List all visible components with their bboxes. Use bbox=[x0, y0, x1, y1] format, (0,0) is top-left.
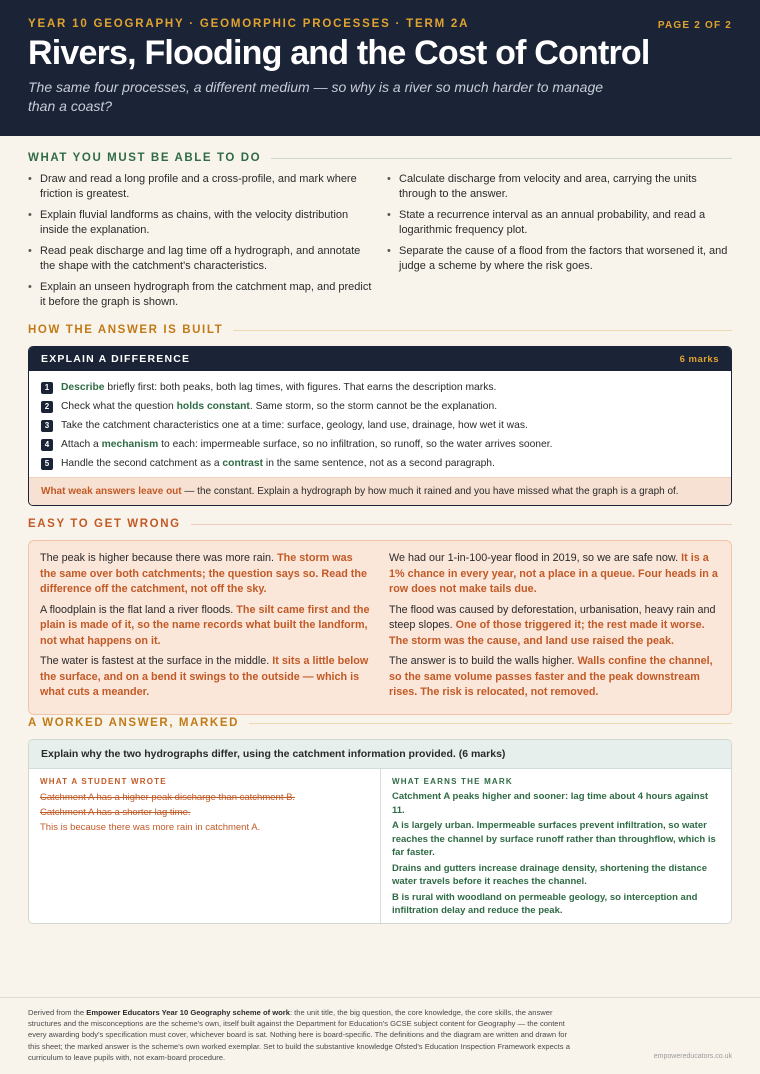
objective-item: • Separate the cause of a flood from the factors that worsened it, and judge a scheme by where the risk goes. bbox=[387, 244, 732, 274]
weak-answers-note: What weak answers leave out — the constant. Explain a hydrograph by how much it rained and you have missed what the graph is a graph of. bbox=[29, 477, 731, 505]
objective-item: • Draw and read a long profile and a cross-profile, and mark where friction is greatest. bbox=[28, 172, 373, 202]
misconception-item: The answer is to build the walls higher. Walls confine the channel, so the same volume passes faster and the peak downstream rises. The risk is relocated, not removed. bbox=[389, 655, 713, 698]
built-heading: HOW THE ANSWER IS BUILT bbox=[28, 324, 732, 336]
step-item: 3 Take the catchment characteristics one at a time: surface, geology, land use, drainage, how wet it was. bbox=[41, 416, 719, 435]
misconception-item: We had our 1-in-100-year flood in 2019, so we are safe now. It is a 1% chance in every year, not a place in a queue. Four heads in a row does not make tails due. bbox=[389, 552, 718, 595]
divider bbox=[191, 524, 732, 525]
objectives-right bbox=[387, 172, 732, 316]
card-header bbox=[29, 347, 731, 371]
step-number: 2 bbox=[41, 401, 53, 413]
divider bbox=[249, 723, 732, 724]
objectives-left bbox=[28, 172, 373, 316]
student-line: This is because there was more rain in catchment A. bbox=[40, 822, 261, 833]
wrong-heading: EASY TO GET WRONG bbox=[28, 518, 732, 530]
mark-scheme bbox=[381, 769, 731, 924]
objectives-heading: WHAT YOU MUST BE ABLE TO DO bbox=[28, 152, 732, 164]
objective-item: • Calculate discharge from velocity and area, carrying the units through to the answer. bbox=[387, 172, 732, 202]
footer-site: empowereducators.co.uk bbox=[653, 1053, 732, 1060]
misconceptions-box bbox=[28, 540, 732, 715]
struck-line: Catchment A has a higher peak discharge than catchment B. bbox=[40, 792, 296, 803]
step-item: 2 Check what the question holds constant. Same storm, so the storm cannot be the explanation. bbox=[41, 397, 719, 416]
misconceptions-left bbox=[40, 551, 371, 706]
step-number: 5 bbox=[41, 458, 53, 470]
earn-label: WHAT EARNS THE MARK bbox=[392, 777, 513, 786]
step-number: 1 bbox=[41, 382, 53, 394]
step-number: 4 bbox=[41, 439, 53, 451]
footer-credit: Derived from the Empower Educators Year 10 Geography scheme of work: the unit title, the big question, the core knowledge, the core skills, the answer structures and the misconceptions are the scheme's own, itself built against the Department for Education's GCSE subject content for Geography — the content every awarding body's specification must cover, whichever board is sat. Nothing here is board-specific. The definitions and the diagram are written and drawn for this sheet; the marked answer is the scheme's own worked exemplar. Set to build the substantive knowledge Ofsted's Education Inspection Framework expects a curriculum to leave pupils with, not exam-board procedure. bbox=[28, 1008, 570, 1062]
step-item: 5 Handle the second catchment as a contrast in the same sentence, not as a second paragraph. bbox=[41, 454, 719, 473]
page-number: PAGE 2 OF 2 bbox=[657, 20, 732, 31]
divider bbox=[233, 330, 732, 331]
step-number: 3 bbox=[41, 420, 53, 432]
earn-line: Catchment A peaks higher and sooner: lag time about 4 hours against 11. bbox=[392, 791, 709, 816]
earn-line: Drains and gutters increase drainage density, shortening the distance water travels before it reaches the channel. bbox=[392, 862, 707, 887]
page-subtitle: The same four processes, a different medium — so why is a river so much harder to manage than a coast? bbox=[28, 79, 604, 114]
misconception-item: The flood was caused by deforestation, urbanisation, heavy rain and steep slopes. One of those triggered it; the rest made it worse. The storm was the cause, and land use raised the peak. bbox=[389, 603, 716, 647]
struck-line: Catchment A has a shorter lag time. bbox=[40, 807, 191, 818]
divider bbox=[271, 158, 732, 159]
earn-line: B is rural with woodland on permeable geology, so interception and infiltration delay and reduce the peak. bbox=[392, 891, 698, 916]
misconception-item: The water is fastest at the surface in the middle. It sits a little below the surface, and on a bend it swings to the outside — which is what cuts a meander. bbox=[40, 655, 369, 698]
objective-item: • State a recurrence interval as an annual probability, and read a logarithmic frequency plot. bbox=[387, 208, 732, 238]
misconception-item: A floodplain is the flat land a river floods. The silt came first and the plain is made of it, so the name records what built the landform, not what happens on it. bbox=[40, 603, 370, 647]
earn-line: A is largely urban. Impermeable surfaces prevent infiltration, so water reaches the channel by surface runoff rather than throughflow, which is far faster. bbox=[392, 820, 716, 858]
objectives-list bbox=[28, 172, 732, 316]
misconception-item: The peak is higher because there was more rain. The storm was the same over both catchments; the question says so. Read the difference off the catchment, not off the sky. bbox=[40, 552, 367, 595]
explain-difference-card bbox=[28, 346, 732, 506]
unit-kicker: YEAR 10 GEOGRAPHY · GEOMORPHIC PROCESSES · TERM 2A bbox=[28, 18, 470, 30]
worked-answer-card bbox=[28, 739, 732, 924]
step-item: 1 Describe briefly first: both peaks, both lag times, with figures. That earns the description marks. bbox=[41, 378, 719, 397]
card-title: EXPLAIN A DIFFERENCE bbox=[41, 353, 191, 365]
objective-item: • Read peak discharge and lag time off a hydrograph, and annotate the shape with the catchment's characteristics. bbox=[28, 244, 373, 274]
student-label: WHAT A STUDENT WROTE bbox=[40, 777, 167, 786]
steps-list bbox=[29, 371, 731, 477]
card-marks: 6 marks bbox=[679, 353, 719, 365]
worked-question: Explain why the two hydrographs differ, using the catchment information provided. (6 marks) bbox=[29, 740, 731, 769]
objective-item: • Explain an unseen hydrograph from the catchment map, and predict it before the graph is shown. bbox=[28, 280, 373, 310]
page-footer bbox=[0, 997, 760, 1063]
step-item: 4 Attach a mechanism to each: impermeable surface, so no infiltration, so runoff, so the water arrives sooner. bbox=[41, 435, 719, 454]
worked-body bbox=[29, 769, 731, 924]
objective-item: • Explain fluvial landforms as chains, with the velocity distribution inside the explanation. bbox=[28, 208, 373, 238]
page-title: Rivers, Flooding and the Cost of Control bbox=[28, 34, 650, 72]
page-header bbox=[0, 0, 760, 136]
worked-heading: A WORKED ANSWER, MARKED bbox=[28, 717, 732, 729]
student-answer bbox=[29, 769, 381, 924]
misconceptions-right bbox=[389, 551, 720, 706]
